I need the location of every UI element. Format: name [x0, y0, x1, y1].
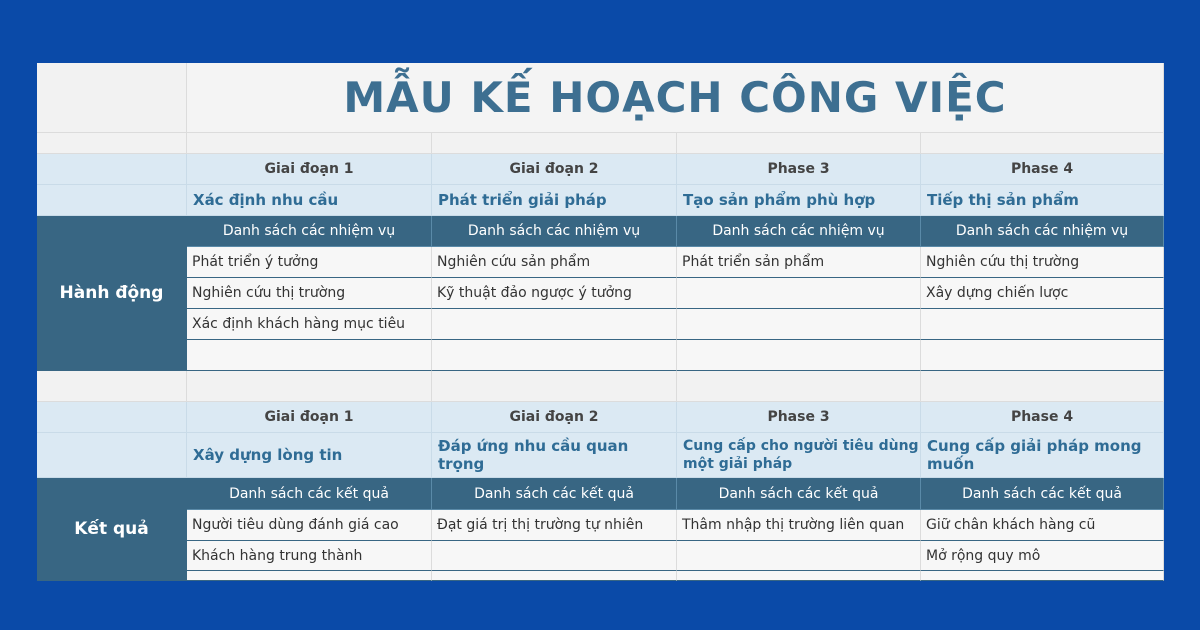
result-cell[interactable]: Giữ chân khách hàng cũ: [921, 510, 1164, 541]
result-cell[interactable]: Thâm nhập thị trường liên quan: [677, 510, 921, 541]
spacer-cell[interactable]: [921, 133, 1164, 154]
plan-table: [37, 63, 1164, 581]
empty-cell[interactable]: [37, 154, 187, 185]
phase-label: Phase 4: [921, 402, 1164, 433]
phase-goal: Cung cấp giải pháp mong muốn: [921, 433, 1164, 478]
phase-label: Phase 3: [677, 402, 921, 433]
phase-goal: Tạo sản phẩm phù hợp: [677, 185, 921, 216]
task-cell[interactable]: [677, 278, 921, 309]
section-label-actions: Hành động: [37, 216, 187, 371]
task-cell[interactable]: Nghiên cứu thị trường: [921, 247, 1164, 278]
result-list-header: Danh sách các kết quả: [432, 478, 677, 510]
empty-cell[interactable]: [37, 433, 187, 478]
empty-cell[interactable]: [37, 402, 187, 433]
phase-label: Giai đoạn 1: [187, 402, 432, 433]
empty-cell[interactable]: [37, 185, 187, 216]
phase-goal: Đáp ứng nhu cầu quan trọng: [432, 433, 677, 478]
task-cell[interactable]: Nghiên cứu thị trường: [187, 278, 432, 309]
phase-label: Giai đoạn 1: [187, 154, 432, 185]
task-cell[interactable]: Kỹ thuật đảo ngược ý tưởng: [432, 278, 677, 309]
result-cell[interactable]: [677, 571, 921, 581]
task-cell[interactable]: [432, 340, 677, 371]
result-cell[interactable]: Đạt giá trị thị trường tự nhiên: [432, 510, 677, 541]
task-cell[interactable]: [921, 340, 1164, 371]
result-cell[interactable]: Khách hàng trung thành: [187, 541, 432, 571]
phase-label: Giai đoạn 2: [432, 402, 677, 433]
task-cell[interactable]: Phát triển sản phẩm: [677, 247, 921, 278]
phase-goal: Phát triển giải pháp: [432, 185, 677, 216]
phase-goal: Cung cấp cho người tiêu dùng một giải pháp: [677, 433, 921, 478]
phase-goal: Tiếp thị sản phẩm: [921, 185, 1164, 216]
task-cell[interactable]: [432, 309, 677, 340]
spacer-cell[interactable]: [37, 133, 187, 154]
result-list-header: Danh sách các kết quả: [921, 478, 1164, 510]
task-cell[interactable]: Xây dựng chiến lược: [921, 278, 1164, 309]
phase-label: Phase 3: [677, 154, 921, 185]
task-list-header: Danh sách các nhiệm vụ: [432, 216, 677, 247]
page-title: MẪU KẾ HOẠCH CÔNG VIỆC: [187, 63, 1164, 133]
task-cell[interactable]: Xác định khách hàng mục tiêu: [187, 309, 432, 340]
task-cell[interactable]: [187, 340, 432, 371]
spreadsheet: [37, 63, 1164, 581]
section-label-results: Kết quả: [37, 478, 187, 581]
result-list-header: Danh sách các kết quả: [677, 478, 921, 510]
phase-label: Phase 4: [921, 154, 1164, 185]
spacer-cell[interactable]: [432, 133, 677, 154]
spacer-cell[interactable]: [187, 133, 432, 154]
result-cell[interactable]: [432, 571, 677, 581]
task-cell[interactable]: Nghiên cứu sản phẩm: [432, 247, 677, 278]
spacer-cell[interactable]: [432, 371, 677, 402]
task-cell[interactable]: [677, 309, 921, 340]
result-cell[interactable]: Mở rộng quy mô: [921, 541, 1164, 571]
corner-cell[interactable]: [37, 63, 187, 133]
result-list-header: Danh sách các kết quả: [187, 478, 432, 510]
phase-goal: Xác định nhu cầu: [187, 185, 432, 216]
spacer-cell[interactable]: [921, 371, 1164, 402]
result-cell[interactable]: [187, 571, 432, 581]
task-list-header: Danh sách các nhiệm vụ: [187, 216, 432, 247]
task-cell[interactable]: [677, 340, 921, 371]
spacer-cell[interactable]: [677, 133, 921, 154]
task-cell[interactable]: Phát triển ý tưởng: [187, 247, 432, 278]
spacer-cell[interactable]: [187, 371, 432, 402]
task-cell[interactable]: [921, 309, 1164, 340]
phase-goal: Xây dựng lòng tin: [187, 433, 432, 478]
result-cell[interactable]: [921, 571, 1164, 581]
spacer-cell[interactable]: [37, 371, 187, 402]
result-cell[interactable]: [677, 541, 921, 571]
task-list-header: Danh sách các nhiệm vụ: [921, 216, 1164, 247]
spacer-cell[interactable]: [677, 371, 921, 402]
phase-label: Giai đoạn 2: [432, 154, 677, 185]
result-cell[interactable]: [432, 541, 677, 571]
task-list-header: Danh sách các nhiệm vụ: [677, 216, 921, 247]
result-cell[interactable]: Người tiêu dùng đánh giá cao: [187, 510, 432, 541]
